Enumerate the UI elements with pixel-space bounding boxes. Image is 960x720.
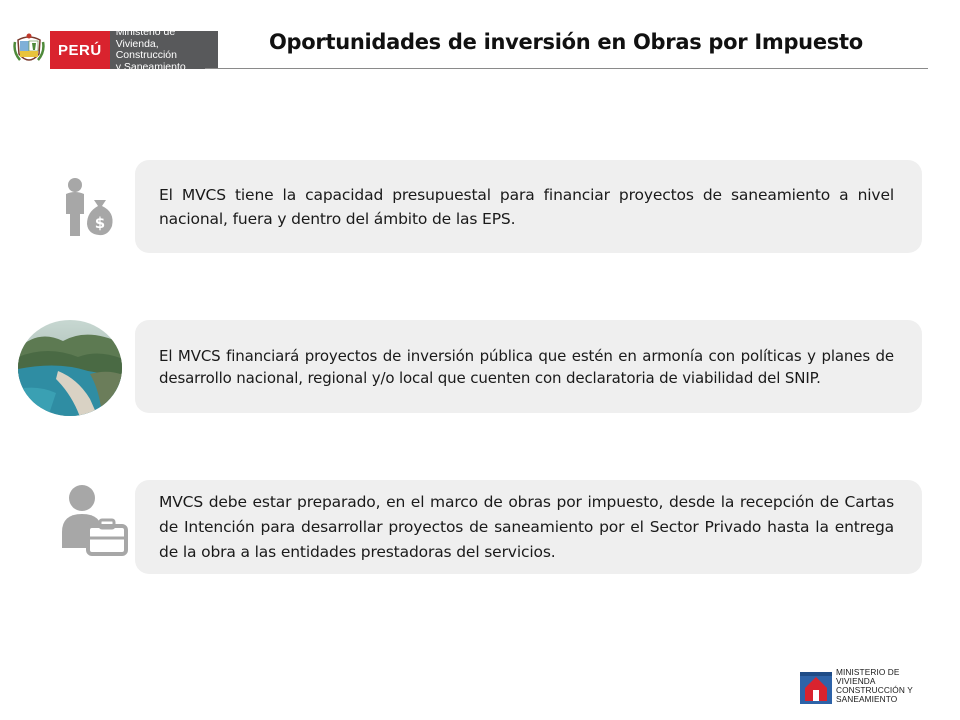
card-text: El MVCS tiene la capacidad presupuestal para financiar proyectos de saneamiento a nivel nacional, fuera y dentro del ámbito de las EPS. — [159, 185, 894, 228]
info-card-budget — [135, 160, 922, 253]
footer-logo-line: SANEAMIENTO — [836, 694, 898, 704]
card-text: El MVCS financiará proyectos de inversión pública que estén en armonía con políticas y planes de desarrollo nacional, regional y/o local que cuenten con declaratoria de viabilidad del SNIP. — [159, 346, 894, 387]
title-divider — [205, 68, 928, 69]
dam-photo — [18, 319, 123, 417]
info-card-private-sector — [135, 480, 922, 574]
svg-text:$: $ — [94, 214, 106, 232]
info-card-investment — [135, 320, 922, 413]
footer-logo-line: MINISTERIO DE — [836, 667, 900, 677]
ministry-label — [110, 26, 218, 73]
businessman-briefcase-icon — [60, 484, 128, 560]
ministry-line: Vivienda, Construcción — [115, 37, 177, 61]
card-text: MVCS debe estar preparado, en el marco de obras por impuesto, desde la recepción de Cartas de Intención para desarrollar proyectos de saneamiento por el Sector Privado hasta la entrega de la obra a las entidades prestadoras del servicios. — [159, 492, 894, 561]
header — [0, 0, 960, 75]
money-bag-person-icon — [60, 176, 120, 238]
ministry-line: y Saneamiento — [115, 60, 186, 73]
footer-ministry-logo — [800, 668, 913, 704]
government-logo — [12, 26, 218, 73]
peru-label: PERÚ — [50, 31, 110, 69]
coat-of-arms-icon — [12, 32, 46, 68]
house-logo-icon — [800, 668, 832, 704]
page-title: Oportunidades de inversión en Obras por Impuesto — [269, 30, 863, 54]
ministry-line: Ministerio de — [115, 26, 176, 38]
footer-logo-text — [836, 668, 913, 704]
footer-logo-line: CONSTRUCCIÓN Y — [836, 685, 913, 695]
footer-logo-line: VIVIENDA — [836, 676, 876, 686]
